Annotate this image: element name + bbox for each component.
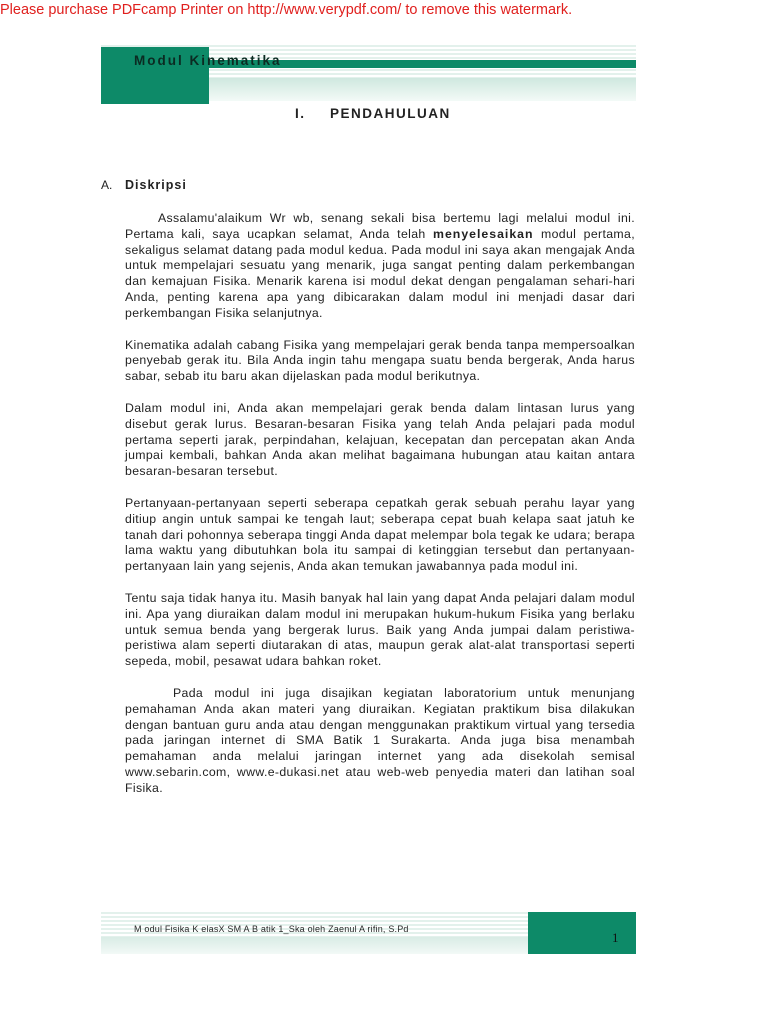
section-heading — [101, 178, 187, 192]
section-letter: A. — [101, 178, 113, 192]
page-number: 1 — [612, 930, 619, 945]
paragraph-1-part-b: modul pertama, sekaligus selamat datang pada modul kedua. Pada modul ini saya akan mengajak Anda untuk mempelajari sesuatu yang menarik, juga sangat penting dalam perkembangan dan kemajuan Fisika. Menarik karena isi modul dekat dengan pengalaman sehari-hari Anda, penting karena apa yang dibicarakan dalam modul ini menjadi dasar dari perkembangan Fisika selanjutnya. — [125, 226, 635, 320]
paragraph-1-bold: menyelesaikan — [433, 226, 534, 241]
watermark-text: Please purchase PDFcamp Printer on http://www.verypdf.com/ to remove this watermark. — [0, 2, 573, 18]
module-title: Modul Kinematika — [134, 53, 282, 68]
chapter-heading — [295, 106, 451, 121]
footer-text: M odul Fisika K elasX SM A B atik 1_Ska oleh Zaenul A rifin, S.Pd — [134, 924, 409, 934]
paragraph-6: Pada modul ini juga disajikan kegiatan laboratorium untuk menunjang pemahaman Anda akan materi yang diuraikan. Kegiatan praktikum bisa dilakukan dengan bantuan guru anda atau dengan menggunakan praktikum virtual yang tersedia pada jaringan internet di SMA Batik 1 Surakarta. Anda juga bisa menambah pemahaman anda melalui jaringan internet yang ada disekolah semisal www.sebarin.com, www.e-dukasi.net atau web-web penyedia materi dan latihan soal Fisika. — [125, 685, 635, 795]
chapter-title: PENDAHULUAN — [330, 106, 451, 121]
footer-green-block — [528, 912, 636, 954]
header-fade-band — [209, 78, 636, 101]
paragraph-1 — [125, 211, 635, 322]
paragraph-5: Tentu saja tidak hanya itu. Masih banyak hal lain yang dapat Anda pelajari dalam modul ini. Apa yang diuraikan dalam modul ini merupakan hukum-hukum Fisika yang berlaku untuk semua benda yang bergerak lurus. Baik yang Anda jumpai dalam peristiwa-peristiwa alam seperti diutarakan di atas, maupun gerak alat-alat transportasi seperti sepeda, mobil, pesawat udara bahkan roket. — [125, 590, 635, 669]
paragraph-1-part-a: Assalamu'alaikum Wr wb, senang sekali bisa bertemu lagi melalui modul ini. Pertama kali, saya ucapkan selamat, Anda telah — [125, 211, 635, 241]
paragraph-4: Pertanyaan-pertanyaan seperti seberapa cepatkah gerak sebuah perahu layar yang ditiup angin untuk sampai ke tengah laut; seberapa cepat buah kelapa saat jatuh ke tanah dari pohonnya seberapa tinggi Anda dapat melempar bola tegak ke udara; berapa lama waktu yang dibutuhkan bola itu sampai di ketinggian tersebut dan pertanyaan-pertanyaan lain yang sejenis, Anda akan temukan jawabannya pada modul ini. — [125, 495, 635, 574]
footer-fade-band — [101, 937, 528, 954]
paragraph-2: Kinematika adalah cabang Fisika yang mempelajari gerak benda tanpa mempersoalkan penyebab gerak itu. Bila Anda ingin tahu mengapa suatu benda bergerak, Anda harus sabar, sebab itu baru akan dijelaskan pada modul berikutnya. — [125, 337, 635, 384]
section-title: Diskripsi — [125, 178, 187, 192]
chapter-number: I. — [295, 106, 306, 121]
body-content — [125, 211, 635, 813]
paragraph-3: Dalam modul ini, Anda akan mempelajari gerak benda dalam lintasan lurus yang disebut gerak lurus. Besaran-besaran Fisika yang telah Anda pelajari pada modul pertama seperti jarak, perpindahan, kelajuan, kecepatan dan percepatan akan Anda jumpai kembali, bahkan Anda akan melihat bagaimana hubungan atau kaitan antara besaran-besaran tersebut. — [125, 400, 635, 479]
